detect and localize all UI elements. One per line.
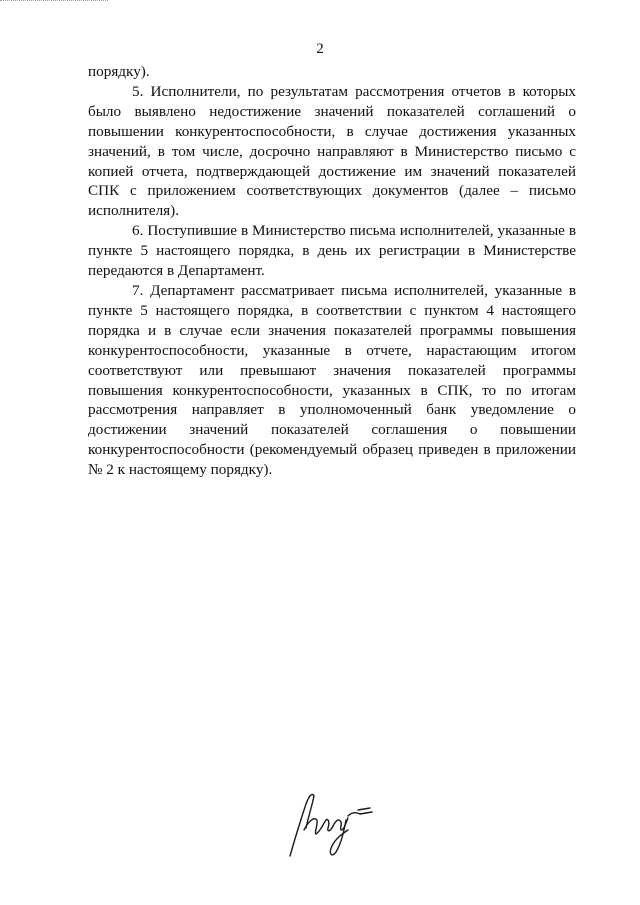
paragraph-6: 6. Поступившие в Министерство письма исполнителей, указанные в пункте 5 настоящего порядка, в день их регистрации в Министерстве передаются в Департамент. [88, 222, 576, 280]
continuation-text: порядку). [88, 63, 150, 80]
paragraph-7: 7. Департамент рассматривает письма исполнителей, указанные в пункте 5 настоящего порядка, в соответствии с пунктом 4 настоящего порядка и в случае если значения показателей программы повышения конкурентоспособности, указанные в отчете, нарастающим итогом соответствуют или превышают значения показателей программы повышения конкурентоспособности, указанных в СПК, то по итогам рассмотрения направляет в уполномоченный банк уведомление о достижении значений показателей соглашения о повышении конкурентоспособности (рекомендуемый образец приведен в приложении № 2 к настоящему порядку). [88, 281, 576, 479]
scan-edge-mark [0, 0, 108, 3]
signature-icon [284, 776, 376, 858]
paragraph-5: 5. Исполнители, по результатам рассмотрения отчетов в которых было выявлено недостижение значений показателей соглашений о повышении конкурентоспособности, в случае достижения указанных значений, в том числе, досрочно направляют в Министерство письмо с копией отчета, подтверждающей достижение им значений показателей СПК с приложением соответствующих документов (далее – письмо исполнителя). [88, 82, 576, 220]
page-number: 2 [316, 41, 324, 57]
document-body [88, 62, 576, 480]
